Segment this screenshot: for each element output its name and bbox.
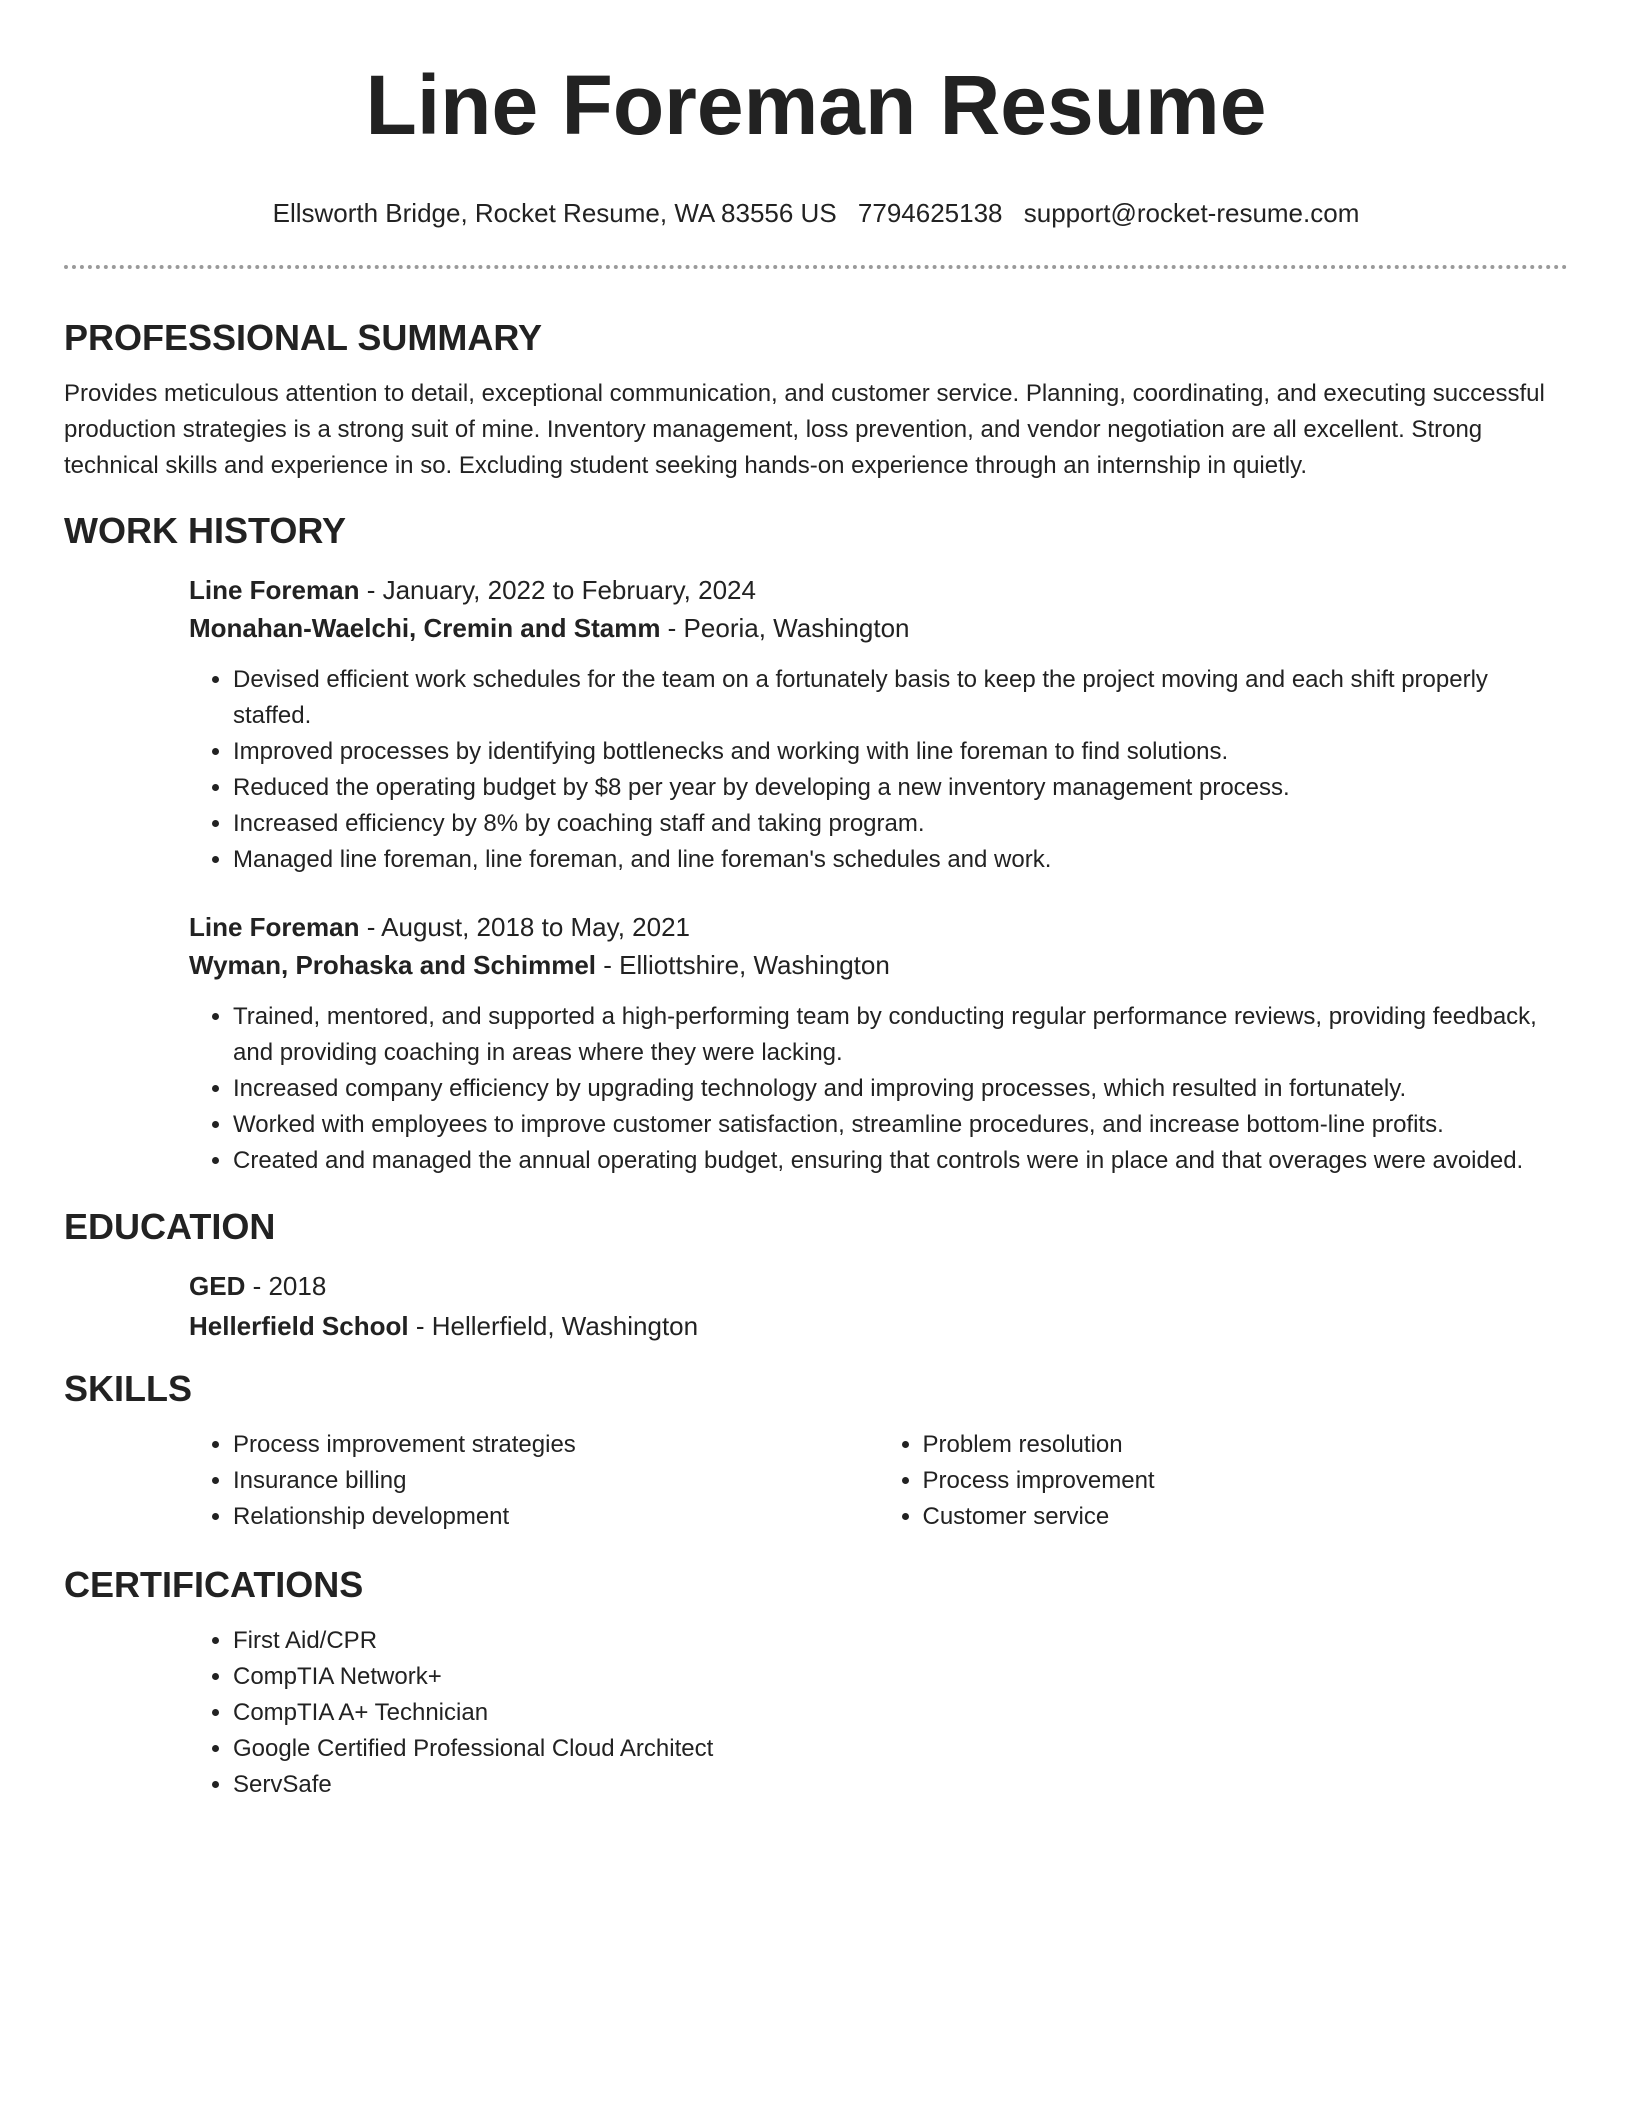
job-dates: - January, 2022 to February, 2024 xyxy=(359,575,756,605)
job-bullets xyxy=(189,999,1568,1179)
skill-item: • Process improvement strategies xyxy=(233,1427,879,1463)
certifications-section xyxy=(64,1563,1568,1803)
job-bullet: • Increased company efficiency by upgrading technology and improving processes, which resulted in fortunately. xyxy=(233,1071,1568,1107)
job-location: - Peoria, Washington xyxy=(660,613,910,643)
work-history-section xyxy=(64,509,1568,1179)
contact-phone: 7794625138 xyxy=(857,198,1003,228)
education-heading: EDUCATION xyxy=(64,1206,276,1247)
summary-text: Provides meticulous attention to detail, exceptional communication, and customer service. Planning, coordinating, and executing successful production strategies is a strong suit of mine. Inventory management, loss prevention, and vendor negotiation are all excellent. Strong technical skills and experience in so. Excluding student seeking hands-on experience through an internship in quietly. xyxy=(64,380,1545,479)
job-dates: - August, 2018 to May, 2021 xyxy=(359,912,690,942)
education-location: - Hellerfield, Washington xyxy=(408,1311,699,1341)
summary-heading: PROFESSIONAL SUMMARY xyxy=(64,317,543,358)
job-company: Wyman, Prohaska and Schimmel xyxy=(189,950,596,980)
skills-list-right xyxy=(879,1427,1569,1535)
skill-item: • Relationship development xyxy=(233,1499,879,1535)
skills-heading: SKILLS xyxy=(64,1368,193,1409)
header-divider xyxy=(64,265,1568,269)
job-bullet: • Created and managed the annual operating budget, ensuring that controls were in place and that overages were avoided. xyxy=(233,1143,1568,1179)
job-company-line xyxy=(189,946,1568,984)
job-bullet: • Worked with employees to improve customer satisfaction, streamline procedures, and increase bottom-line profits. xyxy=(233,1107,1568,1143)
contact-address: Ellsworth Bridge, Rocket Resume, WA 83556 US xyxy=(272,198,837,228)
skill-item: • Insurance billing xyxy=(233,1463,879,1499)
contact-line xyxy=(0,196,1632,230)
certifications-list xyxy=(189,1623,1568,1803)
certifications-block xyxy=(189,1623,1568,1803)
skill-item: • Customer service xyxy=(923,1499,1569,1535)
certification-item: • First Aid/CPR xyxy=(233,1623,1568,1659)
work-history-heading: WORK HISTORY xyxy=(64,510,347,551)
job-bullets xyxy=(189,662,1568,878)
job-bullet: • Managed line foreman, line foreman, and line foreman's schedules and work. xyxy=(233,842,1568,878)
job-bullet: • Increased efficiency by 8% by coaching staff and taking program. xyxy=(233,806,1568,842)
certification-item: • ServSafe xyxy=(233,1767,1568,1803)
job-bullet: • Trained, mentored, and supported a high-performing team by conducting regular performance reviews, providing feedback, and providing coaching in areas where they were lacking. xyxy=(233,999,1568,1071)
education-degree: GED xyxy=(189,1271,246,1301)
skills-grid xyxy=(189,1427,1568,1535)
job-title: Line Foreman xyxy=(189,912,360,942)
education-entry xyxy=(189,1267,1568,1345)
job-entry xyxy=(189,908,1568,1179)
education-school-line xyxy=(189,1307,1568,1345)
resume-title: Line Foreman Resume xyxy=(365,58,1267,152)
certification-item: • CompTIA A+ Technician xyxy=(233,1695,1568,1731)
job-bullet: • Improved processes by identifying bottlenecks and working with line foreman to find solutions. xyxy=(233,734,1568,770)
education-school: Hellerfield School xyxy=(189,1311,409,1341)
job-title: Line Foreman xyxy=(189,575,360,605)
certification-item: • CompTIA Network+ xyxy=(233,1659,1568,1695)
job-company: Monahan-Waelchi, Cremin and Stamm xyxy=(189,613,661,643)
certification-item: • Google Certified Professional Cloud Architect xyxy=(233,1731,1568,1767)
skills-list-left xyxy=(189,1427,879,1535)
job-company-line xyxy=(189,609,1568,647)
job-entry xyxy=(189,571,1568,878)
contact-email: support@rocket-resume.com xyxy=(1023,198,1360,228)
education-section xyxy=(64,1205,1568,1345)
certifications-heading: CERTIFICATIONS xyxy=(64,1564,364,1605)
summary-section xyxy=(64,316,1568,484)
education-year: - 2018 xyxy=(245,1271,327,1301)
education-degree-line xyxy=(189,1267,1568,1305)
skill-item: • Process improvement xyxy=(923,1463,1569,1499)
job-title-line xyxy=(189,571,1568,609)
skill-item: • Problem resolution xyxy=(923,1427,1569,1463)
job-bullet: • Devised efficient work schedules for the team on a fortunately basis to keep the project moving and each shift properly staffed. xyxy=(233,662,1568,734)
job-title-line xyxy=(189,908,1568,946)
job-location: - Elliottshire, Washington xyxy=(596,950,890,980)
skills-section xyxy=(64,1367,1568,1535)
job-bullet: • Reduced the operating budget by $8 per year by developing a new inventory management process. xyxy=(233,770,1568,806)
